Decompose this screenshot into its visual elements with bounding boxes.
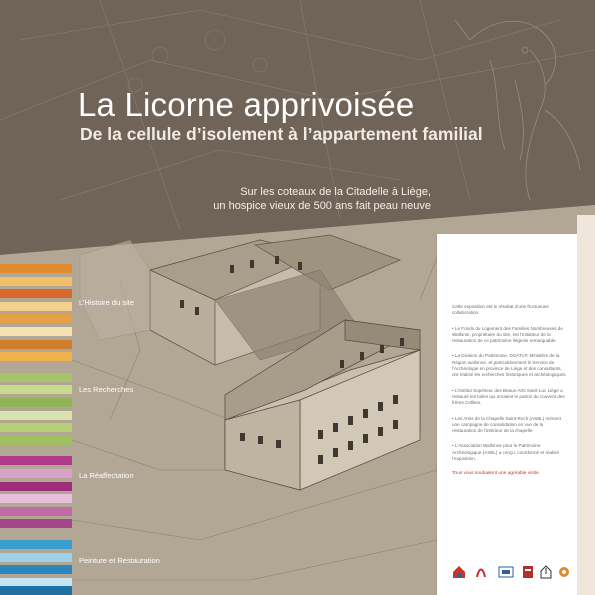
saint-luc-logo [498,565,514,579]
awap-logo [558,565,570,579]
stripe [0,586,72,595]
section-research: Les Recherches [79,385,134,394]
stripe [0,289,72,298]
stripe [0,398,72,407]
panel-item: • La Division du Patrimoine, DGATLP, Ministère de la Région wallonne, et particulièrement le Service de l’Archéologie en province de Liège et des consultants, ont réalisé les recherches historiques et archéologiques. [452,353,567,378]
section-painting: Peinture et Restauration [79,556,160,565]
stripe [0,482,72,491]
ville-liege-logo [522,565,534,579]
section-history: L’Histoire du site [79,298,135,307]
stripe [0,436,72,445]
section-reassignment: La Réaffectation [79,471,134,480]
stripe [0,423,72,432]
panel-edge [577,215,595,595]
stripe [0,302,72,311]
stripe [0,277,72,286]
stripe [0,507,72,516]
fonds-logement-logo [452,565,466,579]
region-wallonne-logo [474,565,488,579]
stripe [0,540,72,549]
stripe [0,519,72,528]
tagline [213,185,431,213]
chapelle-logo [540,565,552,579]
stripe [0,553,72,562]
stripe [0,340,72,349]
stripe [0,411,72,420]
stripe [0,565,72,574]
poster-subtitle: De la cellule d’isolement à l’appartement familial [80,124,483,144]
welcome-message: Tous vous souhaitent une agréable visite. [452,471,540,477]
stripe [0,314,72,323]
stripe [0,327,72,336]
panel-item: • L’Association Wallonne pour le Patrimoine Archéologique (ASBL) a conçu, coordonné et réalisé l’exposition. [452,443,559,462]
stripe [0,373,72,382]
stripe [0,469,72,478]
stripe [0,385,72,394]
panel-text [452,304,567,476]
panel-item: • L’Institut Supérieur des Beaux-Arts Saint-Luc Liège a restauré les toiles qui ornaient le parloir du couvent des frères Cellites. [452,387,565,406]
panel-item: • Le Fonds du Logement des Familles Nombreuses de Wallonie, propriétaire du site, est l’initiateur de la restauration de ce patrimoine liégeois remarquable. [452,325,563,344]
panel-item: • Les Amis de la Chapelle Saint-Roch (ASBL) mènent une campagne de consolidation en vue de la restauration de l’intérieur de la chapelle. [452,415,561,434]
panel-intro: Cette exposition est le résultat d’une fructueuse collaboration. [452,304,549,316]
tagline-line-1: Sur les coteaux de la Citadelle à Liège, [240,186,431,198]
stripe [0,456,72,465]
stripe [0,352,72,361]
color-stripes [0,262,72,595]
tagline-line-2: un hospice vieux de 500 ans fait peau neuve [213,200,431,212]
poster-title: La Licorne apprivoisée [78,86,415,123]
partner-logos [452,565,572,585]
stripe [0,494,72,503]
stripe [0,264,72,273]
